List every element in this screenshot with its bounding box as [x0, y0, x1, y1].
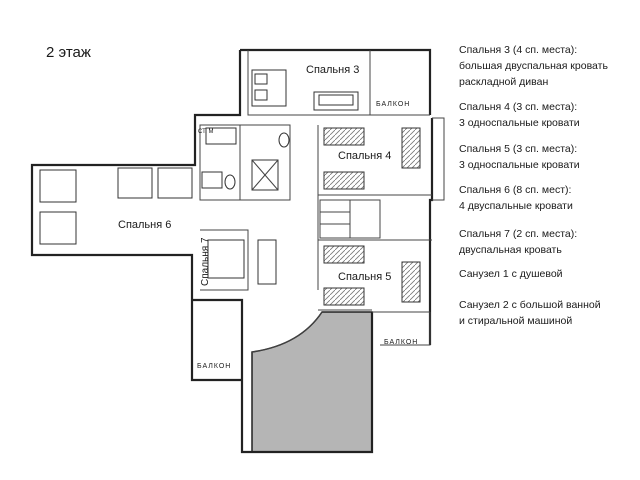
staircase [320, 200, 380, 238]
floor-label: 2 этаж [46, 44, 91, 61]
bedroom-4-label: Спальня 4 [338, 150, 392, 162]
double-bed [40, 170, 76, 202]
balcony-left-label: БАЛКОН [197, 363, 232, 370]
legend-bedroom-5: Спальня 5 (3 сп. места): 3 односпальные кровати [459, 143, 580, 171]
balcony-right-label: БАЛКОН [384, 339, 419, 346]
toilet [225, 175, 235, 189]
washing-machine [202, 172, 222, 188]
pillow [255, 74, 267, 84]
legend-bedroom-4: Спальня 4 (3 сп. места): 3 односпальные кровати [459, 101, 580, 129]
toilet [279, 133, 289, 147]
sofa [258, 240, 276, 284]
single-bed [402, 262, 420, 302]
single-bed [324, 246, 364, 263]
legend-bathroom-2: Санузел 2 с большой ванной и стиральной машиной [459, 299, 601, 327]
double-bed [118, 168, 152, 198]
bedroom-5-label: Спальня 5 [338, 271, 392, 283]
laundry-label: СТ. М [198, 129, 214, 135]
pillow [255, 90, 267, 100]
sofa-seat [319, 95, 353, 105]
double-bed [40, 212, 76, 244]
legend-bathroom-1: Санузел 1 с душевой [459, 268, 563, 280]
legend-bedroom-6: Спальня 6 (8 сп. мест): 4 двуспальные кровати [459, 184, 573, 212]
single-bed [324, 172, 364, 189]
bedroom-3-label: Спальня 3 [306, 64, 360, 76]
single-bed [402, 128, 420, 168]
legend-bedroom-3: Спальня 3 (4 сп. места): большая двуспальная кровать раскладной диван [459, 44, 608, 88]
balcony-top-label: БАЛКОН [376, 101, 411, 108]
double-bed [158, 168, 192, 198]
bedroom-7-label: Спальня 7 [200, 237, 211, 286]
single-bed [324, 288, 364, 305]
single-bed [324, 128, 364, 145]
double-bed [208, 240, 244, 278]
terrace [252, 312, 372, 452]
bedroom-6-label: Спальня 6 [118, 219, 172, 231]
legend-bedroom-7: Спальня 7 (2 сп. места): двуспальная кровать [459, 228, 578, 256]
